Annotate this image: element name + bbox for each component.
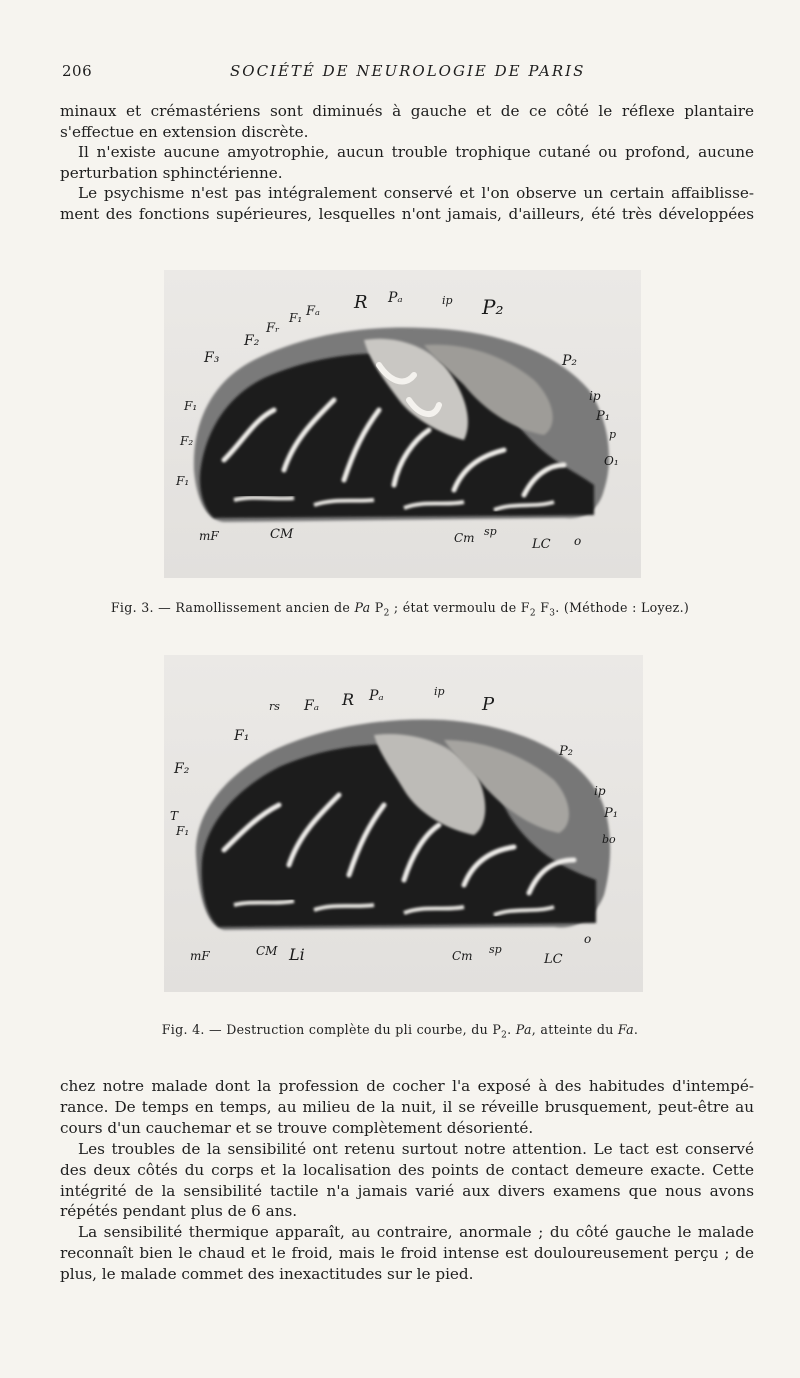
label-p2: P₂ <box>482 295 504 319</box>
label-cm: CM <box>270 527 294 542</box>
page-header <box>62 62 752 84</box>
text-line: répétés pendant plus de 6 ans. <box>60 1202 298 1221</box>
label-ip-right: ip <box>594 784 606 798</box>
label-fa: Fₐ <box>304 698 319 714</box>
caption-text: Fig. 4. — Destruction complète du pli courbe, du P <box>161 1022 502 1037</box>
paragraph <box>60 1139 754 1223</box>
text-line: reconnaît bien le chaud et le froid, mais le froid intense est douloureusement perçu ; de <box>60 1244 754 1263</box>
text-line: Les troubles de la sensibilité ont retenu surtout notre attention. Le tact est conservé <box>78 1139 754 1158</box>
text-line: Le psychisme n'est pas intégralement conservé et l'on observe un certain affaiblisse- <box>78 184 754 203</box>
label-o1: O₁ <box>604 454 619 468</box>
running-head: SOCIÉTÉ DE NEUROLOGIE DE PARIS <box>230 62 586 80</box>
label-f1-mid: F₁ <box>184 399 198 413</box>
text-line: plus, le malade commet des inexactitudes sur le pied. <box>60 1265 474 1284</box>
label-ip: ip <box>442 294 453 307</box>
caption-text: F <box>535 600 550 615</box>
label-sp: sp <box>484 525 497 538</box>
caption-text: Fig. 3. — Ramollissement ancien de <box>110 600 355 615</box>
label-sp: sp <box>489 943 502 956</box>
label-f1-left: F₁ <box>176 474 190 488</box>
label-li: Li <box>289 945 305 964</box>
text-line: La sensibilité thermique apparaît, au contraire, anormale ; du côté gauche le malade <box>78 1223 754 1242</box>
text-line: perturbation sphinctérienne. <box>60 163 283 182</box>
caption-subscript: 3 <box>549 608 556 619</box>
label-ip: ip <box>434 685 445 698</box>
label-bo: bo <box>602 833 616 846</box>
label-cm2: Cm <box>454 531 475 545</box>
paragraph <box>60 1222 754 1285</box>
text-line: minaux et crémastériens sont diminués à gauche et de ce côté le réflexe plantaire <box>60 102 754 120</box>
label-lc: LC <box>532 537 551 552</box>
label-p1: P₁ <box>604 806 618 821</box>
label-p2: P₂ <box>559 744 573 759</box>
label-f1-left: F₁ <box>176 824 190 838</box>
text-line: des deux côtés du corps et la localisation des points de contact demeure exacte. Cette <box>60 1160 754 1179</box>
figure-3-caption <box>0 600 800 619</box>
label-r: R <box>354 292 368 313</box>
label-cm: CM <box>256 944 278 958</box>
label-mf: mF <box>199 529 219 543</box>
paragraph <box>60 1076 754 1139</box>
label-r: R <box>342 690 355 709</box>
text-line: cours d'un cauchemar et se trouve complètement désorienté. <box>60 1118 534 1137</box>
figure-3-photo <box>164 270 641 578</box>
caption-text: P <box>370 600 384 615</box>
text-line: s'effectue en extension discrète. <box>60 122 309 141</box>
text-line: rance. De temps en temps, au milieu de la nuit, il se réveille brusquement, peut-être au <box>60 1097 754 1116</box>
paragraph <box>60 101 754 142</box>
paragraph <box>60 183 754 224</box>
brain-section-3 <box>164 270 641 578</box>
page-number: 206 <box>62 62 93 80</box>
label-ip-right: ip <box>589 389 601 403</box>
text-line: Il n'existe aucune amyotrophie, aucun trouble trophique cutané ou profond, aucune <box>78 143 754 162</box>
label-f2-left: F₂ <box>180 434 194 448</box>
caption-subscript: 2 <box>529 608 536 619</box>
text-line: intégrité de la sensibilité tactile n'a jamais varié aux divers examens que nous avons <box>60 1181 754 1200</box>
label-mf: mF <box>190 949 210 963</box>
figure-4-photo <box>164 655 643 992</box>
caption-italic: Pa <box>354 600 371 615</box>
label-pa: Pₐ <box>369 688 384 704</box>
label-rs: rs <box>269 700 280 713</box>
label-f2: F₂ <box>174 761 190 777</box>
caption-text: . <box>507 1022 516 1037</box>
label-o: o <box>584 932 592 946</box>
caption-text: . (Méthode : Loyez.) <box>555 600 690 615</box>
caption-text: ; état vermoulu de F <box>389 600 530 615</box>
label-o: o <box>574 534 582 548</box>
label-lc: LC <box>544 952 563 967</box>
label-f2: F₂ <box>244 333 260 349</box>
caption-subscript: 2 <box>501 1030 508 1041</box>
label-f1: F₁ <box>289 311 303 325</box>
paragraph <box>60 142 754 183</box>
bottom-text <box>60 1076 754 1285</box>
brain-section-4 <box>164 655 643 992</box>
caption-subscript: 2 <box>383 608 390 619</box>
figure-4-caption <box>0 1022 800 1041</box>
label-fr: Fᵣ <box>266 321 280 336</box>
caption-text: , atteinte du <box>531 1022 618 1037</box>
label-pa: Pₐ <box>388 290 403 306</box>
caption-text: . <box>633 1022 639 1037</box>
text-line: ment des fonctions supérieures, lesquelles n'ont jamais, d'ailleurs, été très développées <box>60 204 754 223</box>
label-p: p <box>609 428 617 441</box>
label-p2-right: P₂ <box>562 353 578 369</box>
text-line: chez notre malade dont la profession de cocher l'a exposé à des habitudes d'intempé- <box>60 1077 754 1095</box>
label-p: P <box>482 694 495 715</box>
label-p1: P₁ <box>596 409 610 424</box>
top-text <box>60 101 754 225</box>
label-f1: F₁ <box>234 728 250 744</box>
caption-italic: Pa <box>515 1022 532 1037</box>
label-cm2: Cm <box>452 949 473 963</box>
label-fa: Fₐ <box>306 304 320 319</box>
label-f3: F₃ <box>204 350 220 366</box>
caption-italic: Fa <box>617 1022 634 1037</box>
label-t: T <box>170 809 179 823</box>
